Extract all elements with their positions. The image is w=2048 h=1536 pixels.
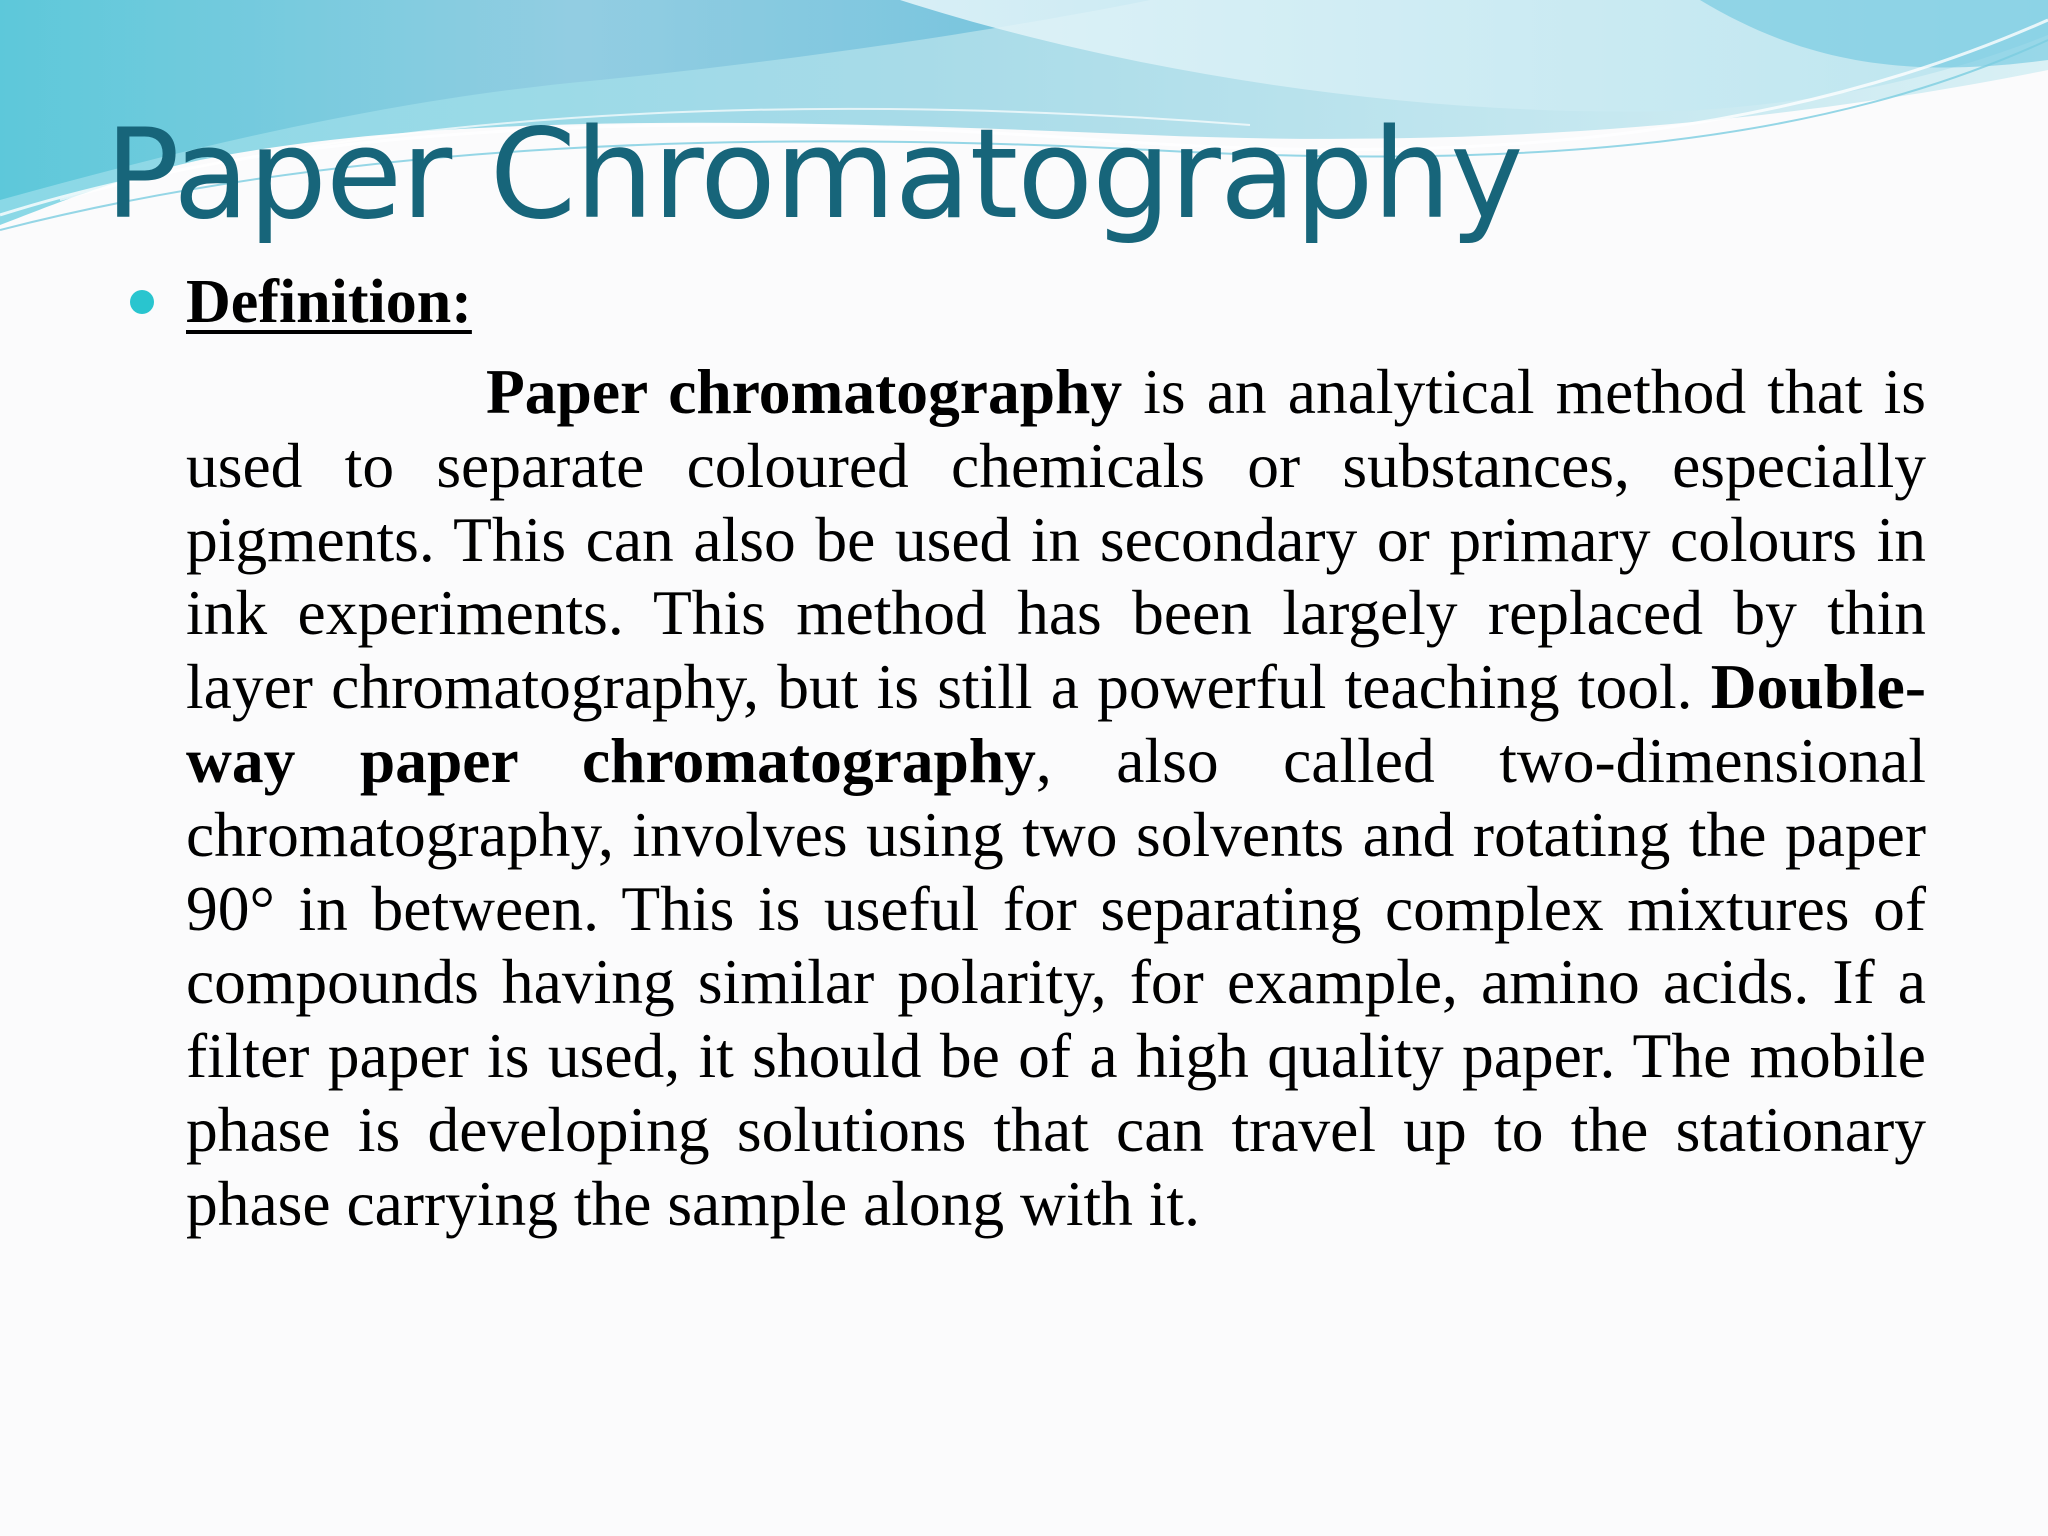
bullet-dot-icon <box>130 290 154 314</box>
definition-paragraph <box>186 355 1926 1241</box>
definition-heading: Definition: <box>186 268 472 336</box>
term-paper-chromatography: Paper chromatography <box>486 356 1123 427</box>
paragraph-text-part-2: , also called two-dimensional chromatography, involves using two solvents and rotating the paper 90° in between. This is useful for separating complex mixtures of compounds having similar polarity, for example, amino acids. If a filter paper is used, it should be of a high quality paper. The mobile phase is developing solutions that can travel up to the stationary phase carrying the sample along with it. <box>186 724 1927 1239</box>
paragraph-text-part-1: is an analytical method that is used to separate coloured chemicals or substances, especially pigments. This can also be used in secondary or primary colours in ink experiments. This method has been largely replaced by thin layer chromatography, but is still a powerful teaching tool. <box>186 356 1926 723</box>
term-double-way-chromatography: Double-way paper chromatography <box>186 651 1926 796</box>
slide-title: Paper Chromatography <box>105 103 1523 247</box>
